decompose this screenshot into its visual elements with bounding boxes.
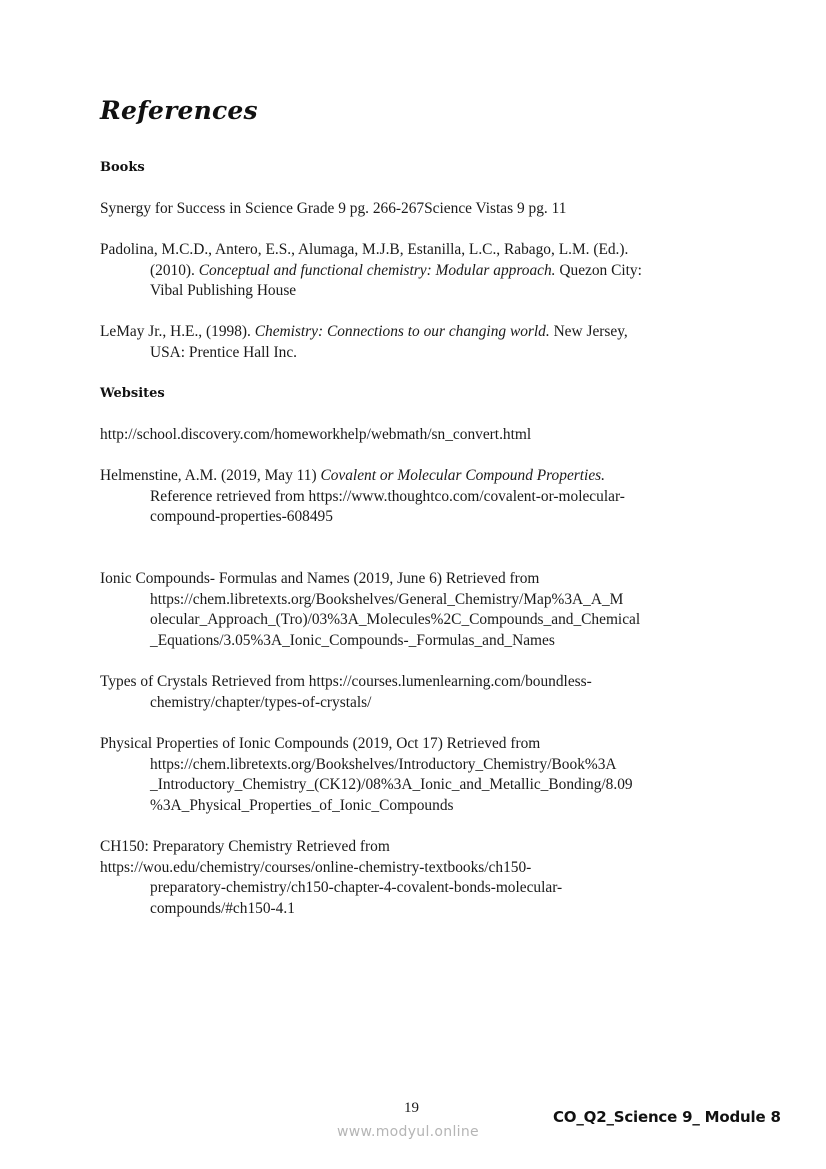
reference-text: Padolina, M.C.D., Antero, E.S., Alumaga, M.J.B, Estanilla, L.C., Rabago, L.M. (Ed.). [100,241,629,258]
page-number: 19 [404,1100,419,1116]
reference-publisher: Quezon City: [555,261,642,279]
page-title: References [100,96,258,125]
reference-author: LeMay Jr., H.E., (1998). [100,323,255,340]
reference-text: Vibal Publishing House [150,282,297,300]
reference-url: chemistry/chapter/types-of-crystals/ [150,693,372,711]
reference-url: https://chem.libretexts.org/Bookshelves/Introductory_Chemistry/Book%3A [150,755,617,773]
reference-entry [100,734,740,816]
reference-entry [100,240,740,302]
reference-entry [100,672,740,713]
reference-text: USA: Prentice Hall Inc. [150,343,298,361]
section-heading-books: Books [100,160,145,175]
reference-book-title: Chemistry: Connections to our changing world. [254,323,550,340]
reference-url: olecular_Approach_(Tro)/03%3A_Molecules%2C_Compounds_and_Chemical [150,611,641,629]
reference-text [100,261,740,282]
reference-text: Synergy for Success in Science Grade 9 pg. 266-267Science Vistas 9 pg. 11 [100,200,567,217]
reference-text: Ionic Compounds- Formulas and Names (2019, June 6) Retrieved from [100,570,540,587]
reference-url: preparatory-chemistry/ch150-chapter-4-covalent-bonds-molecular- [150,879,563,897]
reference-text: Types of Crystals Retrieved from https://courses.lumenlearning.com/boundless- [100,673,592,690]
module-label: CO_Q2_Science 9_ Module 8 [553,1108,781,1126]
reference-entry [100,199,740,220]
reference-url: _Equations/3.05%3A_Ionic_Compounds-_Formulas_and_Names [150,631,555,649]
section-heading-websites: Websites [100,386,165,401]
reference-article-title: Covalent or Molecular Compound Properties. [320,467,605,484]
reference-book-title: Conceptual and functional chemistry: Modular approach. [198,261,556,279]
reference-url: compound-properties-608495 [150,508,333,526]
watermark: www.modyul.online [337,1124,479,1140]
reference-text [100,466,740,487]
reference-text: Physical Properties of Ionic Compounds (2019, Oct 17) Retrieved from [100,735,541,752]
reference-text [100,322,740,343]
reference-entry [100,322,740,363]
reference-url: Reference retrieved from https://www.thoughtco.com/covalent-or-molecular- [150,487,625,505]
reference-url: https://chem.libretexts.org/Bookshelves/General_Chemistry/Map%3A_A_M [150,590,624,608]
reference-entry [100,569,740,651]
reference-text: CH150: Preparatory Chemistry Retrieved from [100,838,390,855]
reference-year: (2010). [150,261,199,279]
reference-url: _Introductory_Chemistry_(CK12)/08%3A_Ionic_and_Metallic_Bonding/8.09 [150,776,633,794]
reference-entry [100,425,740,446]
reference-url: compounds/#ch150-4.1 [150,899,295,917]
reference-entry [100,837,740,919]
reference-publisher: New Jersey, [549,323,628,340]
reference-url: https://wou.edu/chemistry/courses/online-chemistry-textbooks/ch150- [100,858,532,876]
reference-author: Helmenstine, A.M. (2019, May 11) [100,467,321,484]
reference-entry [100,466,740,528]
reference-url: http://school.discovery.com/homeworkhelp/webmath/sn_convert.html [100,426,532,443]
reference-url: %3A_Physical_Properties_of_Ionic_Compounds [150,796,454,814]
